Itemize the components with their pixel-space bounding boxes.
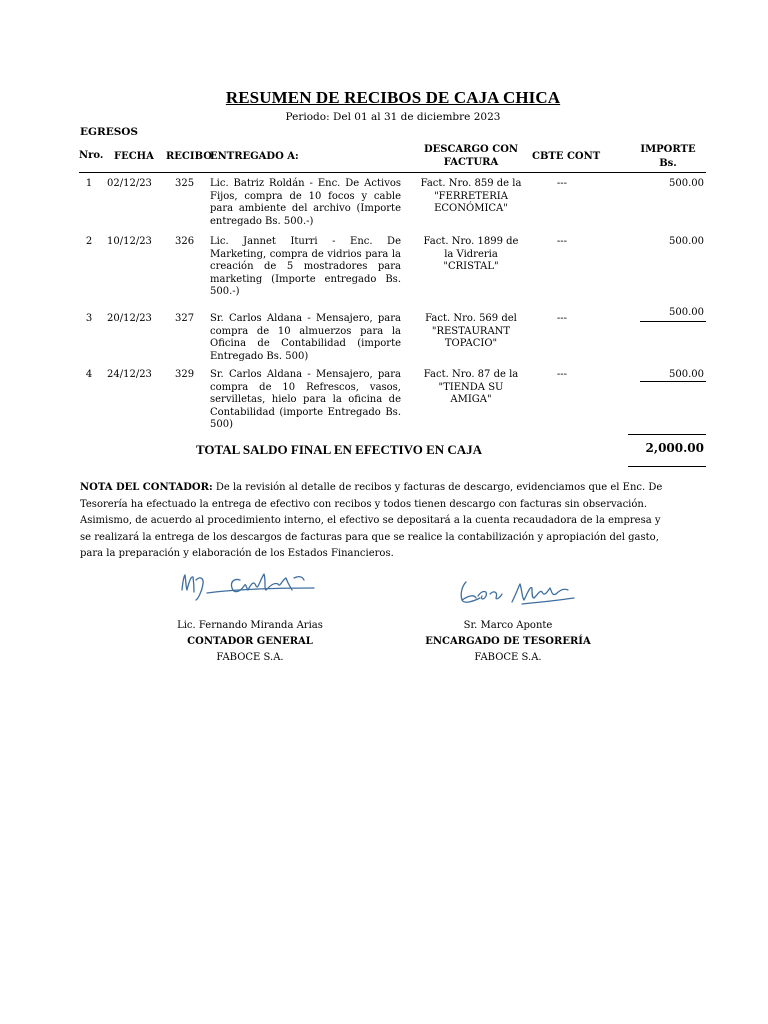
row-entregado: Lic. Jannet Iturri - Enc. De Marketing, compra de vidrios para la creación de 5 mostradores para marketing (Importe entregado Bs. 500.-) [210,236,401,297]
row-entregado: Lic. Batriz Roldán - Enc. De Activos Fijos, compra de 10 focos y cable para ambiente del archivo (Importe entregado Bs. 500.-) [210,178,401,227]
row-fecha: 02/12/23 [107,178,152,189]
row-cbte: --- [556,178,568,189]
row-importe: 500.00 [669,307,704,318]
total-rule-top [628,434,706,435]
row-cbte: --- [556,236,568,247]
row-cbte: --- [556,369,568,380]
row-descargo: Fact. Nro. 1899 de la Vidreria "CRISTAL" [423,236,519,272]
total-rule-bottom [628,466,706,467]
header-entregado: ENTREGADO A: [210,151,299,162]
row-importe: 500.00 [669,236,704,247]
row-entregado: Sr. Carlos Aldana - Mensajero, para compra de 10 Refrescos, vasos, servilletas, hielo para la oficina de Contabilidad (importe Entregado Bs. 500) [210,369,401,430]
section-label: EGRESOS [80,126,139,138]
document-title: RESUMEN DE RECIBOS DE CAJA CHICA [225,88,561,107]
accountant-note [80,480,670,563]
row-fecha: 24/12/23 [107,369,152,380]
signer-role: CONTADOR GENERAL [187,636,313,647]
header-nro: Nro. [79,150,104,161]
row-nro: 4 [85,369,93,380]
row-importe: 500.00 [669,369,704,380]
period-label: Periodo: Del 01 al 31 de diciembre 2023 [285,111,501,123]
header-cbte: CBTE CONT [532,151,601,162]
row-fecha: 10/12/23 [107,236,152,247]
row-importe: 500.00 [669,178,704,189]
row-nro: 2 [85,236,93,247]
signer-name: Sr. Marco Aponte [463,620,553,631]
header-fecha: FECHA [114,151,154,162]
row-descargo: Fact. Nro. 859 de la "FERRETERIA ECONÓMICA" [420,178,522,214]
header-rule [79,172,706,173]
row-recibo: 326 [175,236,195,247]
signature-block-accountant [150,618,350,666]
header-importe: IMPORTE Bs. [640,144,696,169]
row-descargo: Fact. Nro. 87 de la "TIENDA SU AMIGA" [423,369,519,405]
signer-role: ENCARGADO DE TESORERÍA [425,636,591,647]
note-label: NOTA DEL CONTADOR: [80,482,213,493]
total-value: 2,000.00 [645,441,704,455]
signer-name: Lic. Fernando Miranda Arias [177,620,323,631]
total-label: TOTAL SALDO FINAL EN EFECTIVO EN CAJA [196,442,483,457]
signer-company: FABOCE S.A. [216,652,284,663]
signature-treasurer [452,572,582,612]
signature-block-treasurer [408,618,608,666]
header-descargo: DESCARGO CON FACTURA [423,144,519,168]
row-cbte: --- [556,313,568,324]
row-entregado: Sr. Carlos Aldana - Mensajero, para compra de 10 almuerzos para la Oficina de Contabilidad (importe Entregado Bs. 500) [210,313,401,362]
signer-company: FABOCE S.A. [474,652,542,663]
row-nro: 1 [85,178,93,189]
row-recibo: 327 [175,313,195,324]
row-descargo: Fact. Nro. 569 del "RESTAURANT TOPACIO" [425,313,517,349]
signature-accountant [174,566,324,606]
row-rule [640,321,706,322]
note-text: De la revisión al detalle de recibos y facturas de descargo, evidenciamos que el Enc. De Tesorería ha efectuado la entrega de efectivo con recibos y todos tienen descargo con facturas sin observación. Asimismo, de acuerdo al procedimiento interno, el efectivo se depositará a la cuenta recaudadora de la empresa y se realizará la entrega de los descargos de facturas para que se realice la contabilización y apropiación del gasto, para la preparación y elaboración de los Estados Financieros. [80,482,663,559]
row-nro: 3 [85,313,93,324]
row-rule [640,381,706,382]
row-recibo: 329 [175,369,195,380]
row-fecha: 20/12/23 [107,313,152,324]
header-recibo: RECIBO [166,151,212,162]
row-recibo: 325 [175,178,195,189]
